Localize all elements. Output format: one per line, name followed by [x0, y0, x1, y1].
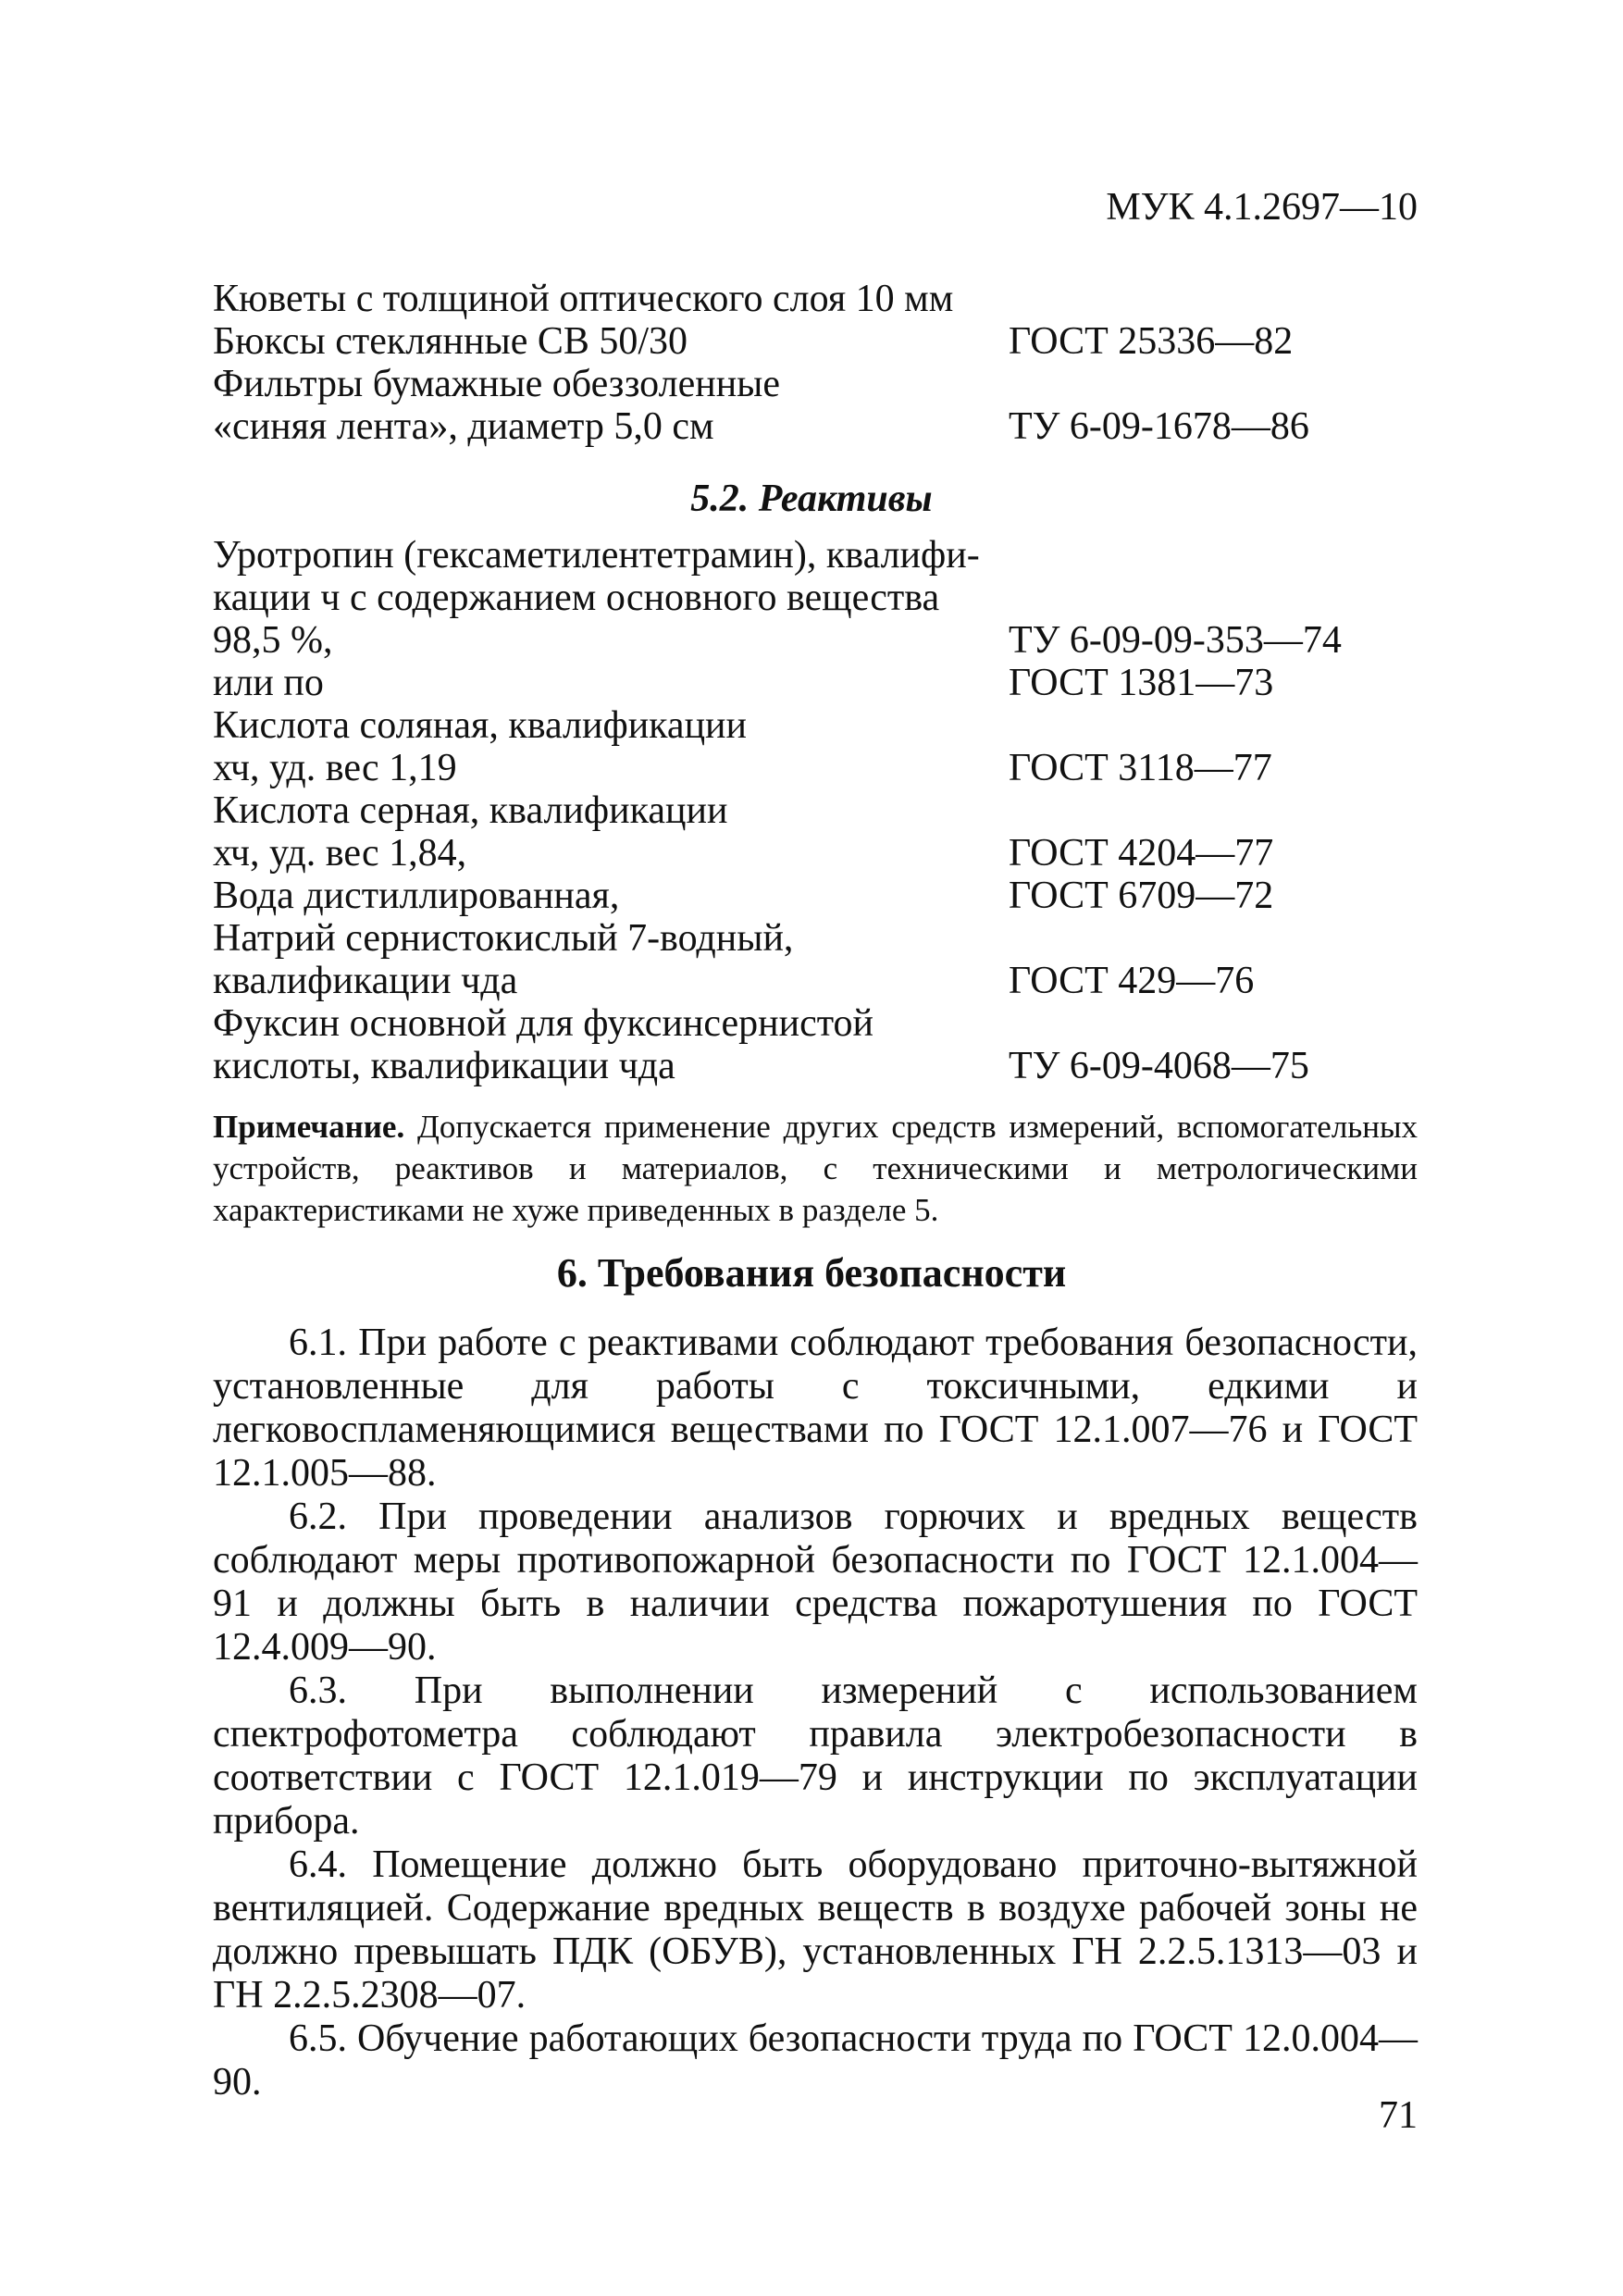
note-text: Допускается применение других средств измерений, вспомогательных устройств, реактивов и материалов, с техническими и метрологическими характеристиками не хуже приведенных в разделе 5. — [213, 1109, 1418, 1228]
note-label: Примечание. — [213, 1109, 405, 1145]
list-item — [213, 832, 1416, 875]
item-standard — [1009, 363, 1416, 405]
page-number: 71 — [1379, 2094, 1418, 2137]
item-standard — [1009, 278, 1416, 320]
paragraph: 6.5. Обучение работающих безопасности труда по ГОСТ 12.0.004—90. — [213, 2017, 1418, 2104]
list-item — [213, 789, 1416, 832]
note-paragraph — [213, 1106, 1418, 1231]
item-standard: ТУ 6-09-09-353—74 — [1009, 619, 1342, 662]
section-heading: 6. Требования безопасности — [556, 1250, 1067, 1296]
item-standard: ТУ 6-09-1678—86 — [1009, 405, 1309, 448]
item-standard: ГОСТ 3118—77 — [1009, 747, 1272, 789]
list-item — [213, 747, 1416, 789]
item-name: кации ч с содержанием основного вещества — [213, 577, 940, 619]
item-standard — [1009, 789, 1416, 832]
list-item — [213, 278, 1416, 320]
item-standard — [1009, 917, 1416, 960]
list-item — [213, 917, 1416, 960]
item-standard: ГОСТ 25336—82 — [1009, 320, 1294, 363]
item-name: 98,5 %, — [213, 619, 333, 662]
item-name: Кислота серная, квалификации — [213, 789, 728, 832]
item-standard: ГОСТ 429—76 — [1009, 960, 1255, 1002]
paragraph: 6.2. При проведении анализов горючих и вредных веществ соблюдают меры противопожарной безопасности по ГОСТ 12.1.004—91 и должны быть в наличии средства пожаротушения по ГОСТ 12.4.009—90. — [213, 1496, 1418, 1669]
list-item — [213, 704, 1416, 747]
item-standard — [1009, 704, 1416, 747]
item-name: «синяя лента», диаметр 5,0 см — [213, 405, 714, 448]
item-name: Уротропин (гексаметилентетрамин), квалифи- — [213, 534, 980, 577]
item-standard: ГОСТ 6709—72 — [1009, 875, 1274, 917]
list-item — [213, 320, 1416, 363]
list-item — [213, 534, 1416, 577]
list-item — [213, 405, 1416, 448]
list-item — [213, 662, 1416, 704]
item-name: Натрий сернистокислый 7-водный, — [213, 917, 794, 960]
item-name: кислоты, квалификации чда — [213, 1045, 675, 1087]
list-item — [213, 619, 1416, 662]
item-name: Вода дистиллированная, — [213, 875, 620, 917]
item-name: Кюветы с толщиной оптического слоя 10 мм — [213, 278, 954, 320]
item-standard: ГОСТ 1381—73 — [1009, 662, 1274, 704]
item-standard — [1009, 534, 1416, 577]
list-item — [213, 875, 1416, 917]
paragraph: 6.1. При работе с реактивами соблюдают требования безопасности, установленные для работы с токсичными, едкими и легковоспламеняющимися веществами по ГОСТ 12.1.007—76 и ГОСТ 12.1.005—88. — [213, 1322, 1418, 1495]
list-item — [213, 1002, 1416, 1045]
item-name: Бюксы стеклянные СВ 50/30 — [213, 320, 688, 363]
paragraph: 6.4. Помещение должно быть оборудовано приточно-вытяжной вентиляцией. Содержание вредных веществ в воздухе рабочей зоны не должно превышать ПДК (ОБУВ), установленных ГН 2.2.5.1313—03 и ГН 2.2.5.2308—07. — [213, 1843, 1418, 2017]
list-item — [213, 577, 1416, 619]
item-standard — [1009, 577, 1416, 619]
equipment-list — [213, 278, 1416, 448]
item-name: Фуксин основной для фуксинсернистой — [213, 1002, 874, 1045]
list-item — [213, 1045, 1416, 1087]
reagents-heading: 5.2. Реактивы — [690, 478, 933, 520]
item-name: или по — [213, 662, 324, 704]
item-standard — [1009, 1002, 1416, 1045]
item-name: Фильтры бумажные обеззоленные — [213, 363, 781, 405]
item-name: квалификации чда — [213, 960, 518, 1002]
reagents-list — [213, 534, 1416, 1087]
item-name: хч, уд. вес 1,84, — [213, 832, 467, 875]
document-code-header: МУК 4.1.2697—10 — [1106, 186, 1418, 229]
item-name: Кислота соляная, квалификации — [213, 704, 748, 747]
item-standard: ГОСТ 4204—77 — [1009, 832, 1274, 875]
item-name: хч, уд. вес 1,19 — [213, 747, 457, 789]
list-item — [213, 363, 1416, 405]
paragraph: 6.3. При выполнении измерений с использованием спектрофотометра соблюдают правила электробезопасности в соответствии с ГОСТ 12.1.019—79 и инструкции по эксплуатации прибора. — [213, 1669, 1418, 1843]
section-body — [213, 1322, 1418, 2104]
list-item — [213, 960, 1416, 1002]
item-standard: ТУ 6-09-4068—75 — [1009, 1045, 1309, 1087]
